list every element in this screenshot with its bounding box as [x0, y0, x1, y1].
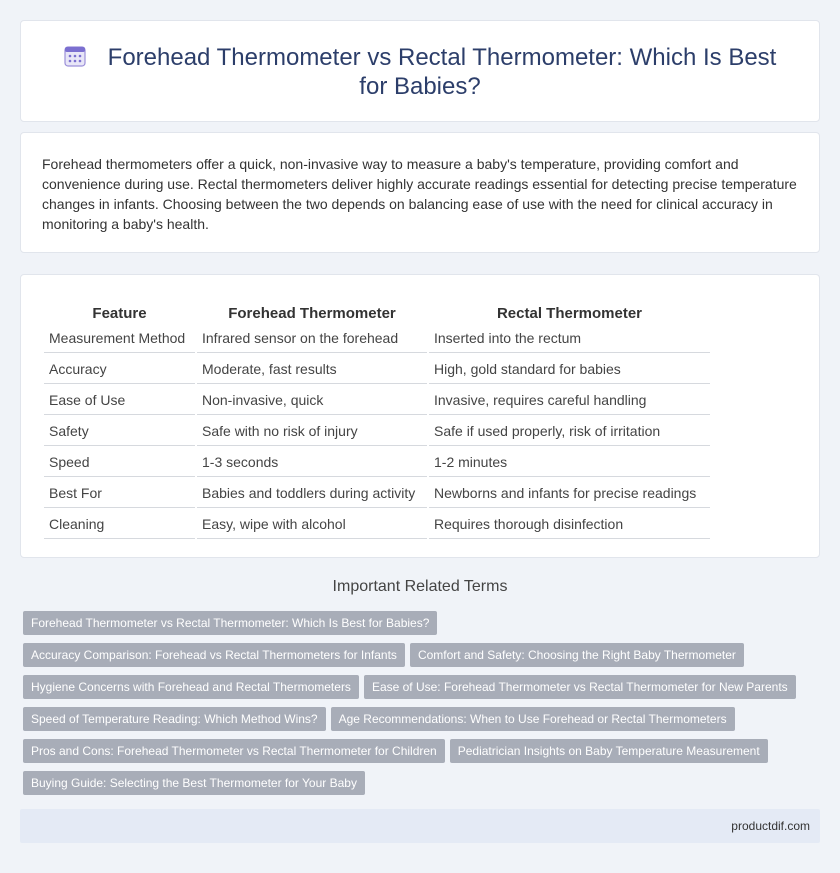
calendar-icon: [64, 45, 86, 67]
table-cell: Cleaning: [44, 510, 195, 539]
table-row: [44, 386, 710, 415]
table-cell: Babies and toddlers during activity: [197, 479, 427, 508]
intro-paragraph: Forehead thermometers offer a quick, non-invasive way to measure a baby's temperature, providing comfort and convenience during use. Rectal thermometers deliver highly accurate readings essential for detecting precise temperature changes in infants. Choosing between the two depends on balancing ease of use with the need for clinical accuracy in monitoring a baby's health.: [42, 156, 797, 232]
table-header-row: [44, 297, 710, 322]
related-term-tag[interactable]: Forehead Thermometer vs Rectal Thermometer: Which Is Best for Babies?: [23, 611, 437, 635]
table-row: [44, 479, 710, 508]
table-cell: Newborns and infants for precise readings: [429, 479, 710, 508]
table-cell: Easy, wipe with alcohol: [197, 510, 427, 539]
table-cell: 1-3 seconds: [197, 448, 427, 477]
table-cell: Invasive, requires careful handling: [429, 386, 710, 415]
table-row: [44, 510, 710, 539]
intro-card: [20, 132, 820, 253]
tag-row: [23, 675, 813, 707]
table-cell: Speed: [44, 448, 195, 477]
table-cell: Accuracy: [44, 355, 195, 384]
table-cell: Moderate, fast results: [197, 355, 427, 384]
page-title-wrap: [21, 43, 819, 101]
related-term-tag[interactable]: Age Recommendations: When to Use Forehead or Rectal Thermometers: [331, 707, 735, 731]
header-rectal: Rectal Thermometer: [496, 305, 643, 322]
table-cell: High, gold standard for babies: [429, 355, 710, 384]
tag-row: [23, 611, 813, 643]
footer: [20, 809, 820, 843]
related-terms-title: Important Related Terms: [332, 578, 508, 595]
table-cell: Ease of Use: [44, 386, 195, 415]
header-card: [20, 20, 820, 122]
tag-row: [23, 707, 813, 739]
comparison-table: [42, 295, 712, 541]
table-row: [44, 448, 710, 477]
table-cell: Inserted into the rectum: [429, 324, 710, 353]
related-term-tag[interactable]: Ease of Use: Forehead Thermometer vs Rectal Thermometer for New Parents: [364, 675, 796, 699]
table-cell: Requires thorough disinfection: [429, 510, 710, 539]
table-cell: Measurement Method: [44, 324, 195, 353]
tag-row: [23, 771, 813, 803]
table-cell: Safety: [44, 417, 195, 446]
table-cell: Non-invasive, quick: [197, 386, 427, 415]
page-title: Forehead Thermometer vs Rectal Thermometer: Which Is Best for Babies?: [107, 44, 777, 100]
table-cell: Infrared sensor on the forehead: [197, 324, 427, 353]
related-term-tag[interactable]: Accuracy Comparison: Forehead vs Rectal Thermometers for Infants: [23, 643, 405, 667]
related-term-tag[interactable]: Pros and Cons: Forehead Thermometer vs Rectal Thermometer for Children: [23, 739, 445, 763]
table-row: [44, 324, 710, 353]
related-term-tag[interactable]: Hygiene Concerns with Forehead and Rectal Thermometers: [23, 675, 359, 699]
related-terms-list: [23, 611, 813, 803]
related-term-tag[interactable]: Speed of Temperature Reading: Which Method Wins?: [23, 707, 326, 731]
header-feature: Feature: [92, 305, 147, 322]
related-term-tag[interactable]: Pediatrician Insights on Baby Temperature Measurement: [450, 739, 768, 763]
tag-row: [23, 643, 813, 675]
table-cell: 1-2 minutes: [429, 448, 710, 477]
table-cell: Safe if used properly, risk of irritation: [429, 417, 710, 446]
comparison-card: [20, 274, 820, 558]
table-cell: Best For: [44, 479, 195, 508]
header-forehead: Forehead Thermometer: [228, 305, 396, 322]
table-row: [44, 417, 710, 446]
site-credit: productdif.com: [731, 819, 810, 833]
table-row: [44, 355, 710, 384]
related-term-tag[interactable]: Comfort and Safety: Choosing the Right Baby Thermometer: [410, 643, 744, 667]
tag-row: [23, 739, 813, 771]
related-term-tag[interactable]: Buying Guide: Selecting the Best Thermometer for Your Baby: [23, 771, 365, 795]
table-cell: Safe with no risk of injury: [197, 417, 427, 446]
